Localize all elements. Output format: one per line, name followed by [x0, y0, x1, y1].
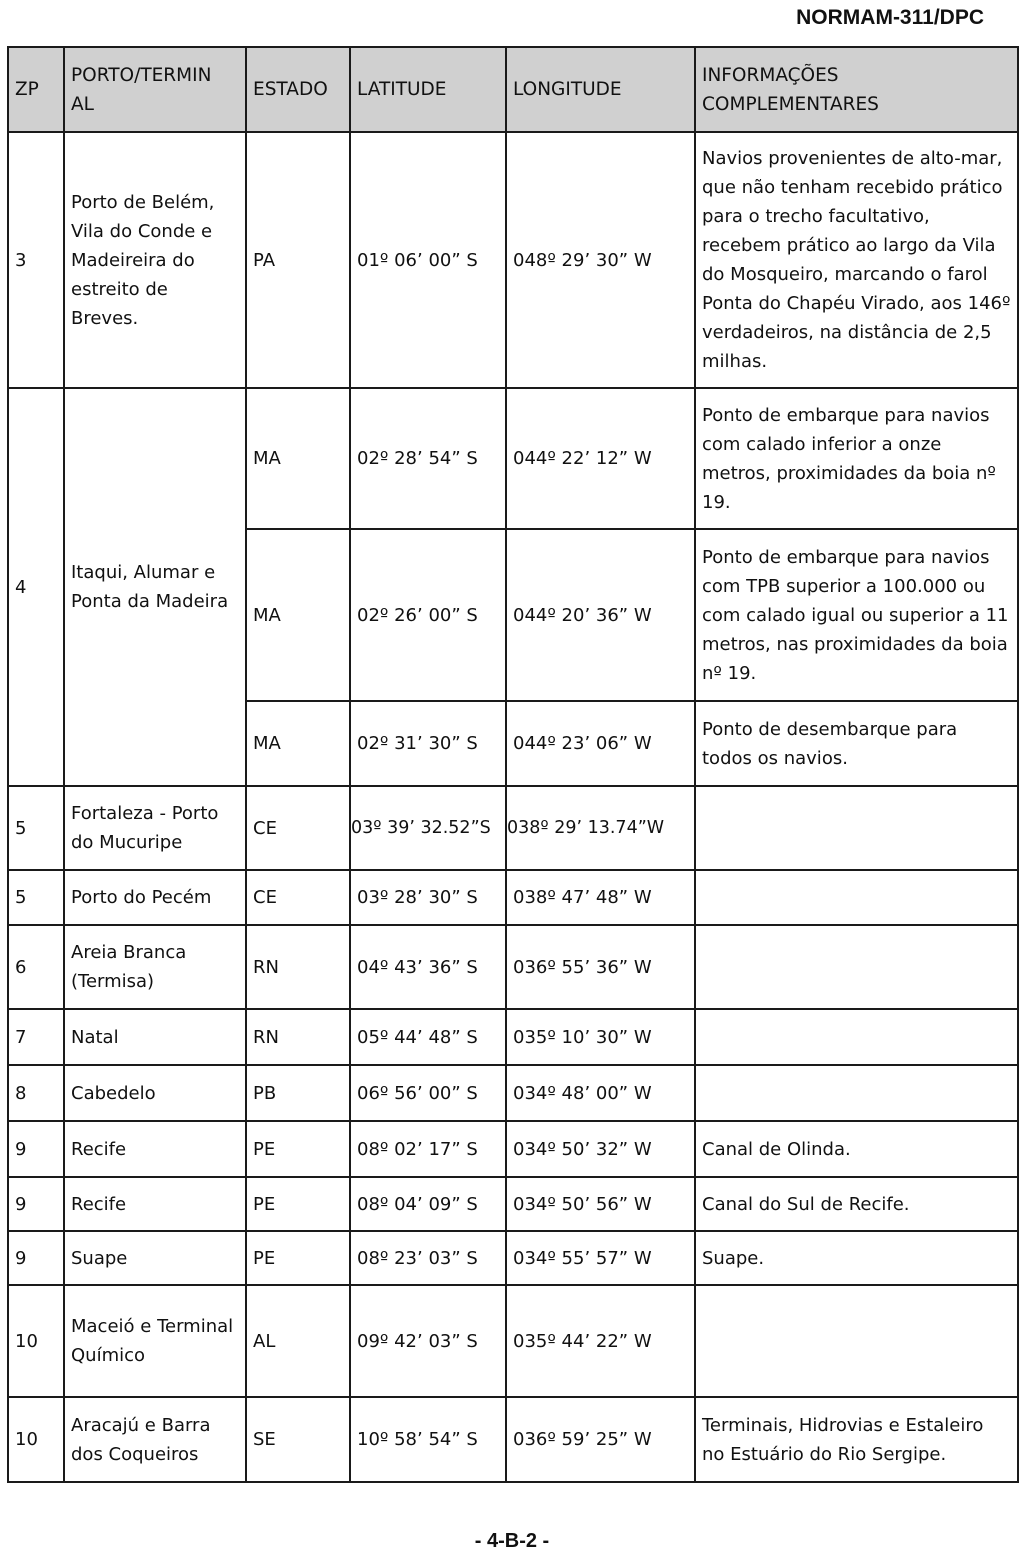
cell-informacoes: Navios provenientes de alto-mar, que não tenham recebido prático para o trecho facultativo, recebem prático ao largo da Vila do Mosqueiro, marcando o farol Ponta do Chapéu Virado, aos 146º verdadeiros, na distância de 2,5 milhas. [695, 132, 1018, 388]
cell-estado: SE [246, 1397, 350, 1482]
table-row [8, 1121, 1018, 1177]
column-header-porto: PORTO/TERMIN AL [64, 47, 246, 132]
cell-latitude: 08º 02’ 17” S [350, 1121, 506, 1177]
cell-estado: MA [246, 388, 350, 529]
cell-porto: Cabedelo [64, 1065, 246, 1121]
cell-porto: Itaqui, Alumar e Ponta da Madeira [64, 388, 246, 786]
cell-latitude: 03º 28’ 30” S [350, 870, 506, 925]
cell-porto: Natal [64, 1009, 246, 1065]
cell-porto: Aracajú e Barra dos Coqueiros [64, 1397, 246, 1482]
cell-porto: Maceió e Terminal Químico [64, 1285, 246, 1397]
table-row [8, 870, 1018, 925]
document-header: NORMAM-311/DPC [796, 6, 984, 29]
cell-longitude: 036º 59’ 25” W [506, 1397, 695, 1482]
cell-zp: 10 [8, 1285, 64, 1397]
cell-zp: 10 [8, 1397, 64, 1482]
cell-estado: CE [246, 786, 350, 870]
cell-latitude: 08º 04’ 09” S [350, 1177, 506, 1231]
cell-zp: 4 [8, 388, 64, 786]
cell-informacoes [695, 925, 1018, 1009]
cell-informacoes [695, 870, 1018, 925]
page-number: - 4-B-2 - [474, 1530, 550, 1552]
cell-porto: Fortaleza - Porto do Mucuripe [64, 786, 246, 870]
cell-estado: RN [246, 1009, 350, 1065]
table-row [8, 1397, 1018, 1482]
cell-informacoes: Canal de Olinda. [695, 1121, 1018, 1177]
cell-longitude: 035º 10’ 30” W [506, 1009, 695, 1065]
cell-estado: PE [246, 1177, 350, 1231]
table-row [8, 1231, 1018, 1285]
column-header-informacoes: INFORMAÇÕES COMPLEMENTARES [695, 47, 1018, 132]
column-header-estado: ESTADO [246, 47, 350, 132]
cell-estado: PB [246, 1065, 350, 1121]
cell-longitude: 035º 44’ 22” W [506, 1285, 695, 1397]
cell-estado: PE [246, 1121, 350, 1177]
cell-zp: 8 [8, 1065, 64, 1121]
cell-latitude: 02º 31’ 30” S [350, 701, 506, 786]
table-row [8, 132, 1018, 388]
cell-longitude: 034º 50’ 32” W [506, 1121, 695, 1177]
cell-latitude: 04º 43’ 36” S [350, 925, 506, 1009]
table-row [8, 786, 1018, 870]
cell-porto: Recife [64, 1177, 246, 1231]
table-row [8, 1009, 1018, 1065]
cell-informacoes: Ponto de desembarque para todos os navios. [695, 701, 1018, 786]
cell-informacoes [695, 1065, 1018, 1121]
cell-informacoes [695, 1285, 1018, 1397]
cell-porto: Recife [64, 1121, 246, 1177]
cell-informacoes: Ponto de embarque para navios com TPB superior a 100.000 ou com calado igual ou superior a 11 metros, nas proximidades da boia nº 19. [695, 529, 1018, 701]
cell-zp: 5 [8, 786, 64, 870]
cell-estado: RN [246, 925, 350, 1009]
pilot-boarding-table [7, 46, 1019, 1483]
cell-estado: AL [246, 1285, 350, 1397]
cell-longitude: 036º 55’ 36” W [506, 925, 695, 1009]
table-header-row [8, 47, 1018, 132]
cell-longitude: 034º 55’ 57” W [506, 1231, 695, 1285]
cell-longitude: 048º 29’ 30” W [506, 132, 695, 388]
cell-latitude: 05º 44’ 48” S [350, 1009, 506, 1065]
cell-longitude: 038º 29’ 13.74”W [506, 786, 695, 870]
cell-informacoes: Canal do Sul de Recife. [695, 1177, 1018, 1231]
cell-zp: 9 [8, 1177, 64, 1231]
cell-longitude: 038º 47’ 48” W [506, 870, 695, 925]
cell-estado: PA [246, 132, 350, 388]
column-header-longitude: LONGITUDE [506, 47, 695, 132]
cell-longitude: 034º 50’ 56” W [506, 1177, 695, 1231]
cell-latitude: 03º 39’ 32.52”S [350, 786, 506, 870]
cell-informacoes: Terminais, Hidrovias e Estaleiro no Estuário do Rio Sergipe. [695, 1397, 1018, 1482]
table-row [8, 925, 1018, 1009]
cell-longitude: 044º 22’ 12” W [506, 388, 695, 529]
table-row [8, 1285, 1018, 1397]
cell-porto: Porto de Belém, Vila do Conde e Madeireira do estreito de Breves. [64, 132, 246, 388]
cell-longitude: 044º 20’ 36” W [506, 529, 695, 701]
cell-zp: 9 [8, 1121, 64, 1177]
cell-zp: 3 [8, 132, 64, 388]
cell-informacoes [695, 1009, 1018, 1065]
cell-informacoes: Suape. [695, 1231, 1018, 1285]
cell-latitude: 08º 23’ 03” S [350, 1231, 506, 1285]
cell-porto: Areia Branca (Termisa) [64, 925, 246, 1009]
cell-zp: 7 [8, 1009, 64, 1065]
cell-longitude: 044º 23’ 06” W [506, 701, 695, 786]
cell-latitude: 10º 58’ 54” S [350, 1397, 506, 1482]
cell-informacoes [695, 786, 1018, 870]
cell-porto: Suape [64, 1231, 246, 1285]
cell-latitude: 02º 28’ 54” S [350, 388, 506, 529]
cell-estado: MA [246, 701, 350, 786]
cell-porto: Porto do Pecém [64, 870, 246, 925]
column-header-zp: ZP [8, 47, 64, 132]
table-row [8, 388, 1018, 529]
cell-estado: PE [246, 1231, 350, 1285]
cell-estado: CE [246, 870, 350, 925]
cell-informacoes: Ponto de embarque para navios com calado inferior a onze metros, proximidades da boia nº 19. [695, 388, 1018, 529]
cell-zp: 9 [8, 1231, 64, 1285]
cell-zp: 5 [8, 870, 64, 925]
table-row [8, 1065, 1018, 1121]
cell-latitude: 02º 26’ 00” S [350, 529, 506, 701]
column-header-latitude: LATITUDE [350, 47, 506, 132]
cell-latitude: 01º 06’ 00” S [350, 132, 506, 388]
cell-latitude: 09º 42’ 03” S [350, 1285, 506, 1397]
cell-latitude: 06º 56’ 00” S [350, 1065, 506, 1121]
cell-longitude: 034º 48’ 00” W [506, 1065, 695, 1121]
cell-estado: MA [246, 529, 350, 701]
table-row [8, 1177, 1018, 1231]
cell-zp: 6 [8, 925, 64, 1009]
